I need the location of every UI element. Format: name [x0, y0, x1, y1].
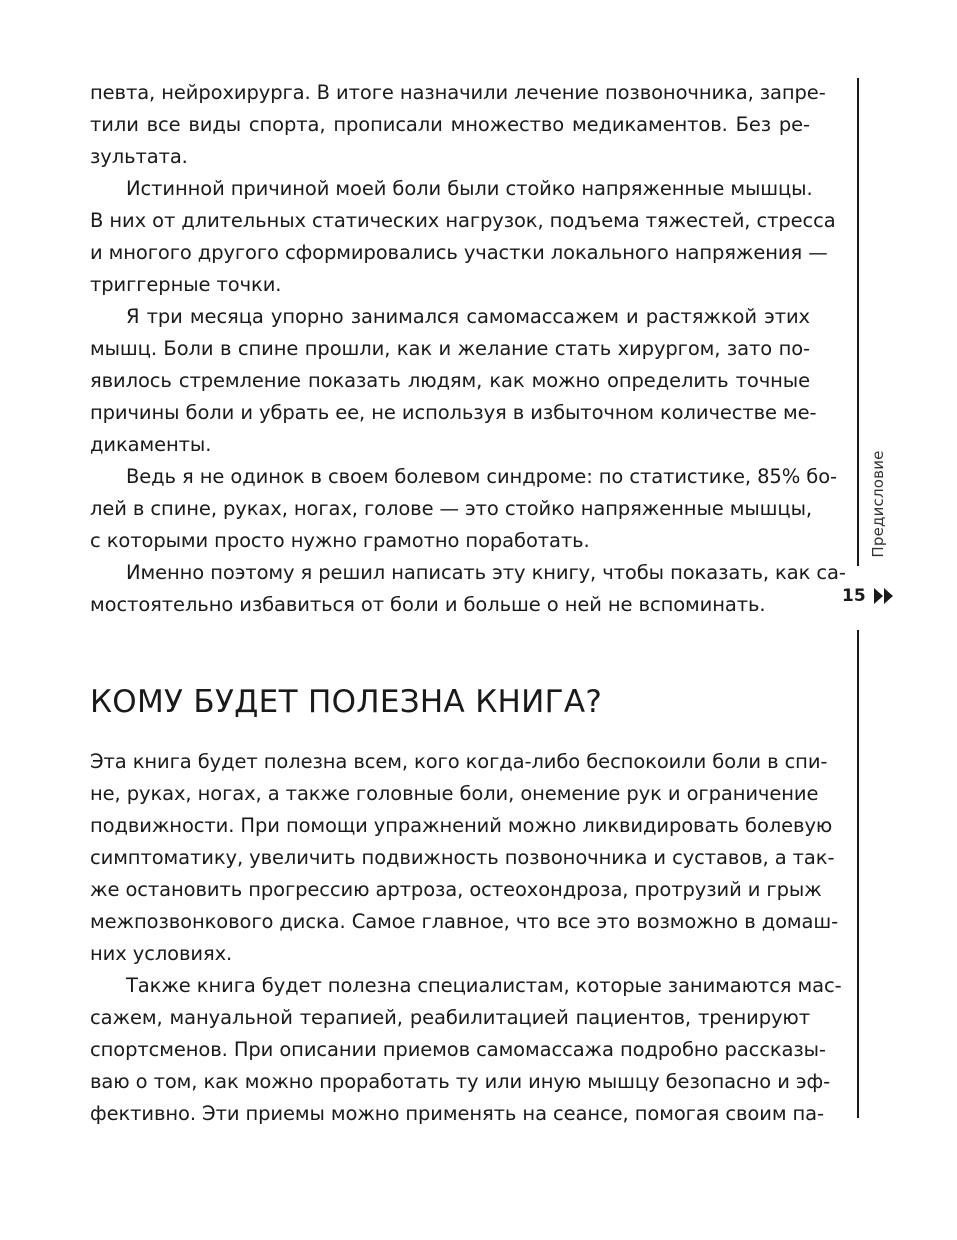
text-line: спортсменов. При описании приемов самомассажа подробно рассказы- [90, 1038, 826, 1061]
page-number: 15 [842, 586, 866, 606]
section-heading: КОМУ БУДЕТ ПОЛЕЗНА КНИГА? [90, 684, 603, 720]
text-line: межпозвонкового диска. Самое главное, что все это возможно в домаш- [90, 910, 839, 933]
text-line: певта, нейрохирурга. В итоге назначили лечение позвоночника, запре- [90, 81, 826, 104]
text-line: не, руках, ногах, а также головные боли, онемение рук и ограничение [90, 782, 819, 805]
text-line: ваю о том, как можно проработать ту или иную мышцу безопасно и эф- [90, 1070, 831, 1093]
text-line: Я три месяца упорно занимался самомассажем и растяжкой этих [126, 305, 810, 328]
text-line: Эта книга будет полезна всем, кого когда-либо беспокоили боли в спи- [90, 750, 828, 773]
text-line: мостоятельно избавиться от боли и больше о ней не вспоминать. [90, 593, 766, 616]
text-line: же остановить прогрессию артроза, остеохондроза, протрузий и грыж [90, 878, 822, 901]
text-line: них условиях. [90, 942, 233, 965]
text-line: мышц. Боли в спине прошли, как и желание стать хирургом, зато по- [90, 337, 810, 360]
text-line: сажем, мануальной терапией, реабилитацией пациентов, тренируют [90, 1006, 810, 1029]
text-line: фективно. Эти приемы можно применять на сеансе, помогая своим па- [90, 1102, 824, 1125]
text-line: явилось стремление показать людям, как можно определить точные [90, 369, 810, 392]
text-line: симптоматику, увеличить подвижность позвоночника и суставов, а так- [90, 846, 835, 869]
text-line: тили все виды спорта, прописали множество медикаментов. Без ре- [90, 113, 810, 136]
text-line: с которыми просто нужно грамотно поработать. [90, 529, 590, 552]
text-line: причины боли и убрать ее, не используя в избыточном количестве ме- [90, 401, 817, 424]
sidebar-rule-bottom [857, 630, 859, 1118]
text-line: Истинной причиной моей боли были стойко напряженные мышцы. [126, 177, 813, 200]
text-line: Ведь я не одинок в своем болевом синдроме: по статистике, 85% бо- [126, 465, 837, 488]
double-chevron-right-icon [874, 588, 894, 608]
text-line: В них от длительных статических нагрузок, подъема тяжестей, стресса [90, 209, 836, 232]
sidebar-rule-top [857, 78, 859, 566]
text-line: дикаменты. [90, 433, 212, 456]
text-line: зультата. [90, 145, 188, 168]
text-line: триггерные точки. [90, 273, 282, 296]
text-line: лей в спине, руках, ногах, голове — это стойко напряженные мышцы, [90, 497, 812, 520]
text-line: и многого другого сформировались участки локального напряжения — [90, 241, 828, 264]
section-running-title: Предисловие [869, 450, 887, 558]
text-line: Также книга будет полезна специалистам, которые занимаются мас- [126, 974, 842, 997]
text-line: Именно поэтому я решил написать эту книгу, чтобы показать, как са- [126, 561, 846, 584]
text-line: подвижности. При помощи упражнений можно ликвидировать болевую [90, 814, 833, 837]
